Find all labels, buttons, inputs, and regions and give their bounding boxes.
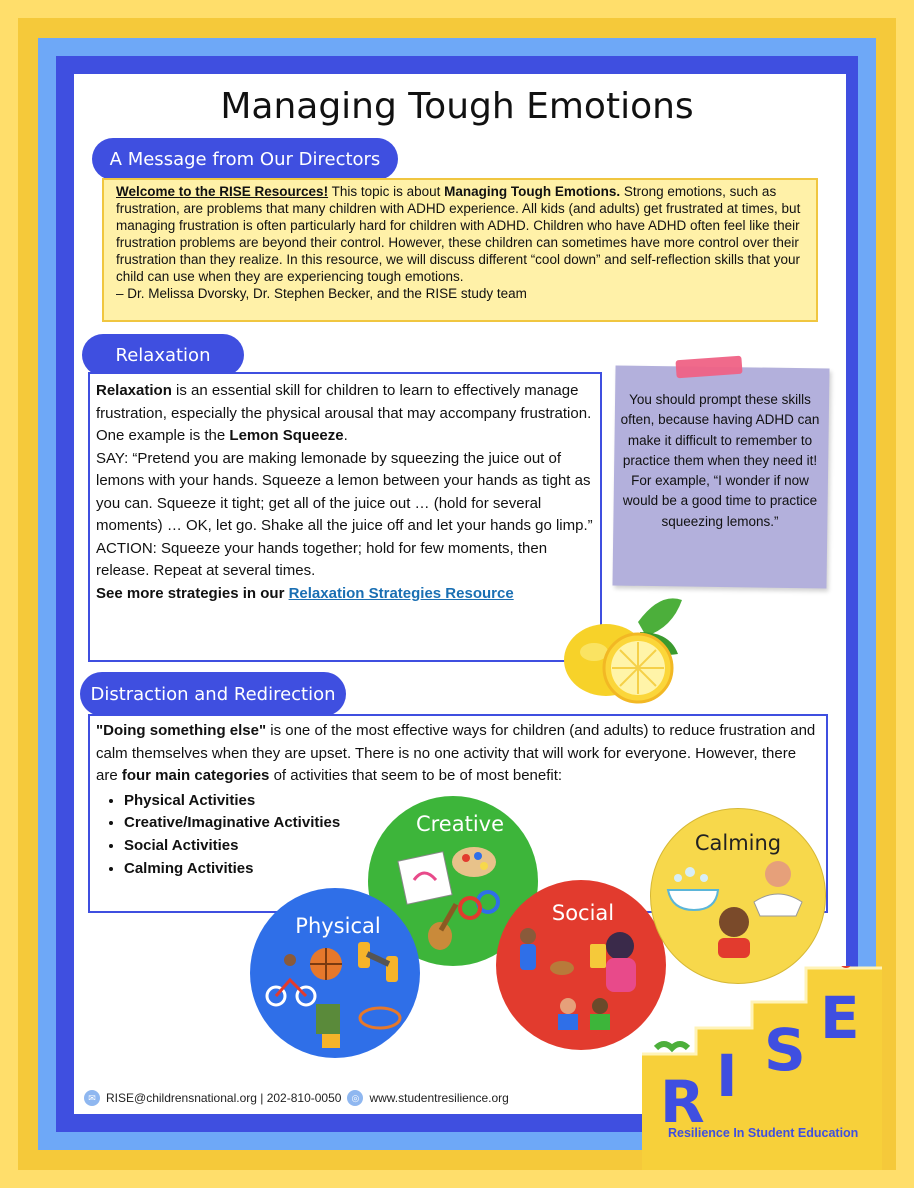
welcome-text: Welcome to the RISE Resources!	[116, 184, 329, 199]
physical-label: Physical	[295, 914, 381, 938]
directors-heading-label: A Message from Our Directors	[109, 148, 381, 170]
directors-body-text: Strong emotions, such as frustration, are problems that many children with ADHD experience. All kids (and adults) get frustrated at times, but managing frustration is often particularly hard for children with ADHD. Children who have ADHD often feel like their frustration problems are beyond their control. However, these children can sometimes have more control over their frustration than they realize. In this resource, we will discuss different “cool down” and self-reflection skills that your child can use when they are experiencing tough emotions.	[116, 184, 801, 284]
list-item: • Creative/Imaginative Activities	[124, 812, 820, 835]
example-name: Lemon Squeeze	[229, 427, 344, 444]
sports-icon	[262, 940, 412, 1056]
list-item: • Calming Activities	[124, 858, 820, 881]
social-label: Social	[551, 901, 615, 925]
footer-contact[interactable]: RISE@childrensnational.org | 202-810-0050	[106, 1091, 342, 1105]
list-item: • Physical Activities	[124, 790, 820, 813]
relaxation-heading-label: Relaxation	[115, 344, 211, 366]
distraction-emphasis: four main categories	[121, 767, 270, 784]
action-text: ACTION: Squeeze your hands together; hold for few moments, then release. Repeat at several times.	[96, 539, 548, 579]
lemon-icon	[560, 592, 690, 712]
relaxation-heading	[82, 334, 244, 376]
distraction-heading	[80, 672, 346, 716]
globe-icon: ◎	[347, 1090, 363, 1106]
directors-heading	[92, 138, 398, 180]
more-prefix: See more strategies in our	[96, 584, 289, 602]
footer-website[interactable]: www.studentresilience.org	[369, 1091, 509, 1105]
list-item: • Social Activities	[124, 835, 820, 858]
tip-note-text: You should prompt these skills often, because having ADHD can make it difficult to remember to practice them when they need it! For example, “I wonder if now would be a good time to practice squeezing lemons.”	[620, 392, 820, 529]
distraction-lead: "Doing something else"	[96, 722, 267, 739]
distraction-body-1: is one of the most effective ways for children (and adults) to reduce frustration and calm themselves when they are upset. There is no one activity that will work for everyone. However, there are	[96, 722, 816, 784]
calm-kids-icon	[664, 856, 814, 972]
logo-letter-r: R	[660, 1068, 705, 1136]
rise-tagline: Resilience In Student Education	[668, 1126, 859, 1140]
directors-message-box	[102, 178, 818, 322]
relaxation-box	[88, 372, 602, 662]
email-icon: ✉	[84, 1090, 100, 1106]
logo-letter-s: S	[764, 1016, 806, 1084]
creative-label: Creative	[415, 812, 505, 836]
directors-signature: – Dr. Melissa Dvorsky, Dr. Stephen Becker, and the RISE study team	[116, 286, 527, 301]
example-prefix: One example is the	[96, 427, 230, 444]
distraction-body-2: of activities that seem to be of most benefit:	[269, 767, 563, 784]
say-text: SAY: “Pretend you are making lemonade by squeezing the juice out of lemons with your hands. Squeeze a lemon between your hands as tight as you can. Squeeze it tight; get all of the juice out … (hold for several moments) … OK, let go. Shake all the juice off and let your hands go limp.”	[96, 449, 593, 534]
calming-label: Calming	[694, 831, 782, 855]
logo-letter-e: E	[820, 984, 860, 1052]
logo-letter-i: I	[716, 1042, 738, 1110]
topic-text: Managing Tough Emotions.	[444, 184, 621, 199]
relaxation-term: Relaxation	[96, 382, 172, 399]
friends-icon	[508, 924, 658, 1040]
relaxation-intro: is an essential skill for children to learn to effectively manage frustration, especially the physical arousal that may accompany frustration.	[96, 382, 592, 422]
relaxation-strategies-link[interactable]: Relaxation Strategies Resource	[288, 584, 514, 602]
intro-text: This topic is about	[328, 184, 445, 199]
footer	[84, 1090, 509, 1106]
page-title: Managing Tough Emotions	[220, 86, 694, 127]
example-suffix: .	[343, 427, 348, 444]
distraction-heading-label: Distraction and Redirection	[90, 683, 336, 705]
